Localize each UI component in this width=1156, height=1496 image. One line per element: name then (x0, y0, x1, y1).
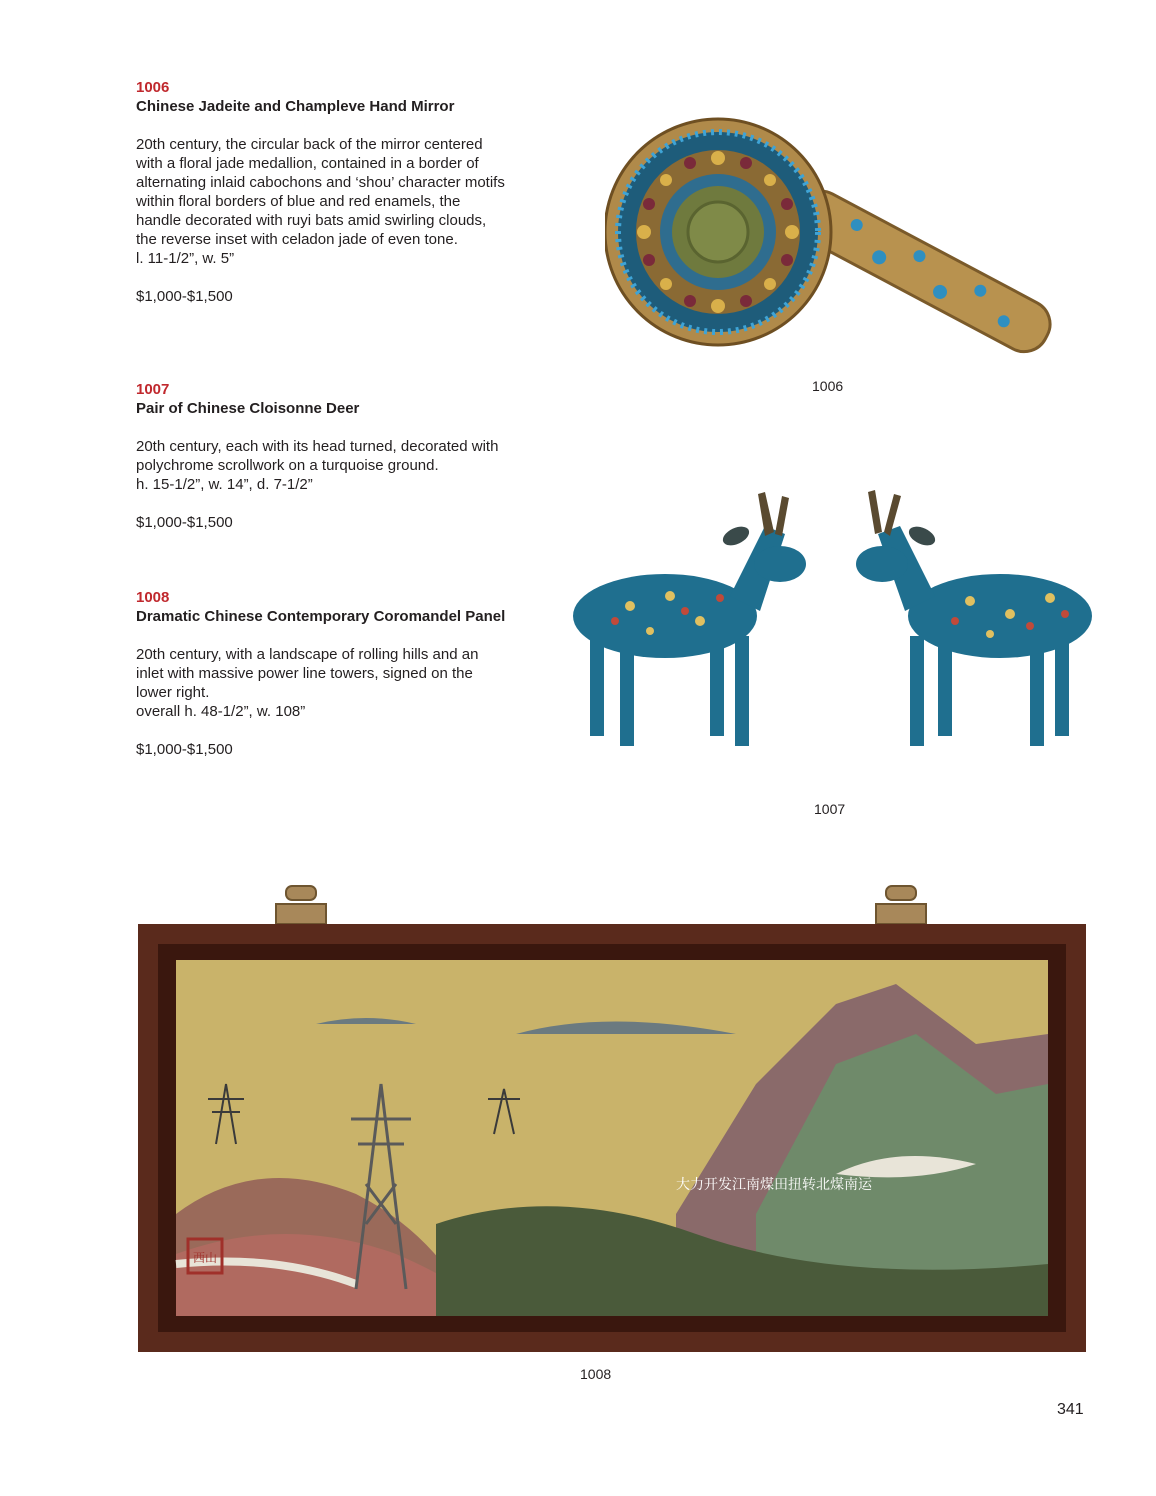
caption-1006: 1006 (812, 378, 844, 394)
panel-inscription: 大力开发江南煤田扭转北煤南运 (676, 1177, 872, 1193)
coromandel-panel-image (136, 884, 1088, 1354)
seal-text: 西山 (192, 1251, 218, 1265)
lot-1008 (136, 589, 506, 759)
lot-description: 20th century, the circular back of the mirror centered with a floral jade medallion, contained in a border of alternating inlaid cabochons and ‘shou’ character motifs within floral borders of blue and red enamels, the handle decorated with ruyi bats amid swirling clouds, the reverse inset with celadon jade of even tone. (136, 136, 505, 248)
lot-1006 (136, 79, 506, 306)
lot-estimate: $1,000-$1,500 (136, 514, 233, 531)
lot-estimate: $1,000-$1,500 (136, 741, 233, 758)
page-number: 341 (1057, 1401, 1084, 1418)
lot-dimensions: overall h. 48-1/2”, w. 108” (136, 703, 306, 720)
lot-dimensions: h. 15-1/2”, w. 14”, d. 7-1/2” (136, 476, 313, 493)
lot-title: Dramatic Chinese Contemporary Coromandel Panel (136, 608, 506, 625)
caption-1008: 1008 (580, 1366, 612, 1382)
hand-mirror-image (605, 112, 1065, 362)
lot-number: 1008 (136, 589, 170, 606)
lot-number: 1007 (136, 381, 170, 398)
caption-1007: 1007 (814, 801, 846, 817)
lot-number: 1006 (136, 79, 170, 96)
lot-title: Chinese Jadeite and Champleve Hand Mirror (136, 98, 455, 115)
lot-title: Pair of Chinese Cloisonne Deer (136, 400, 360, 417)
hanging-hook-left (276, 886, 326, 924)
lot-estimate: $1,000-$1,500 (136, 288, 233, 305)
hanging-hook-right (876, 886, 926, 924)
lot-description: 20th century, each with its head turned, decorated with polychrome scrollwork on a turquoise ground. (136, 438, 499, 474)
cloisonne-deer-image (560, 486, 1100, 776)
lot-description: 20th century, with a landscape of rolling hills and an inlet with massive power line towers, signed on the lower right. (136, 646, 479, 701)
lot-dimensions: l. 11-1/2”, w. 5” (136, 250, 235, 267)
lot-1007 (136, 381, 506, 532)
